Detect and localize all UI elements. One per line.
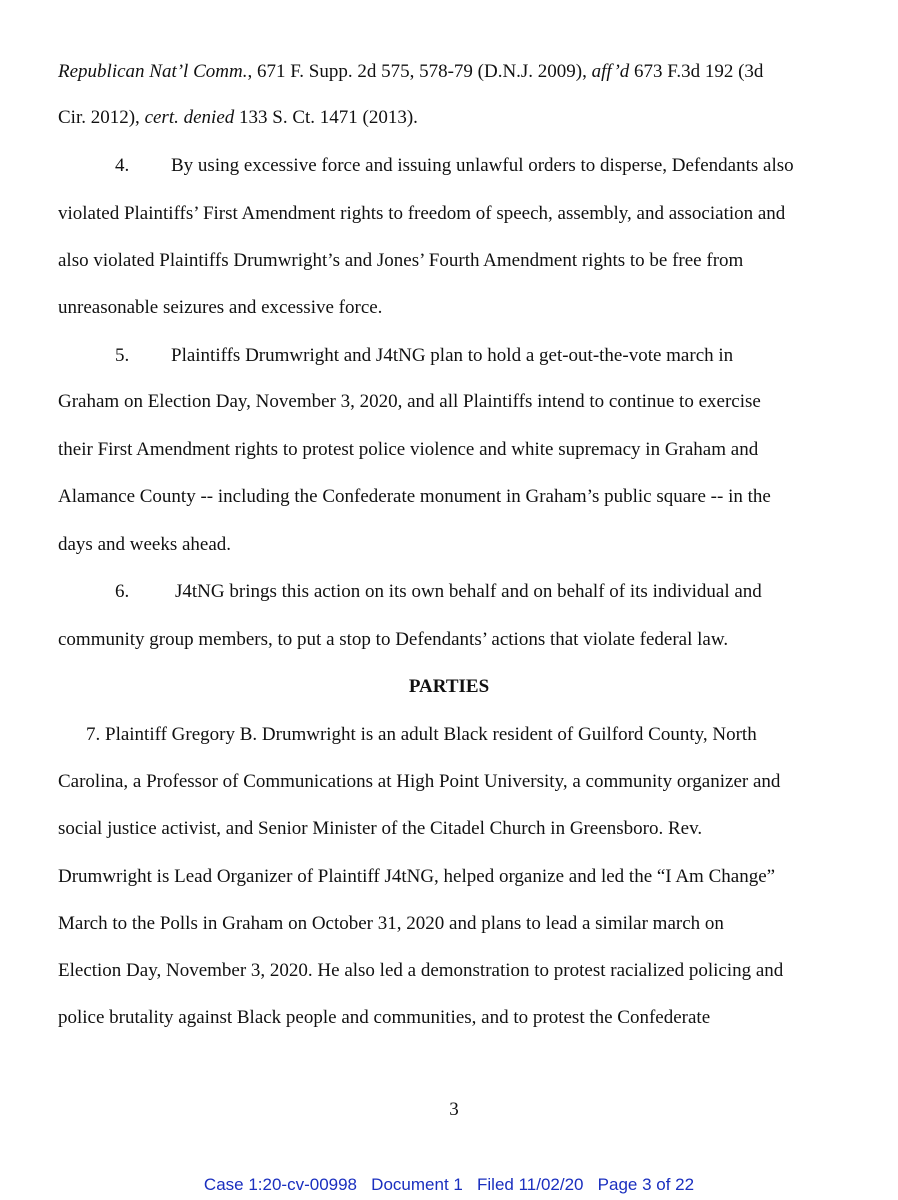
paragraph-7-line-3: social justice activist, and Senior Minister of the Citadel Church in Greensboro. Rev. bbox=[58, 818, 703, 839]
page-number: 3 bbox=[449, 1099, 459, 1120]
court-filing-footer: Case 1:20-cv-00998 Document 1 Filed 11/02/20 Page 3 of 22 bbox=[203, 1175, 695, 1194]
paragraph-7-line-5: March to the Polls in Graham on October 31, 2020 and plans to lead a similar march on bbox=[58, 913, 724, 934]
citation-line-2: Cir. 2012), cert. denied 133 S. Ct. 1471 (2013). bbox=[58, 107, 418, 128]
paragraph-7-line-1: 7. Plaintiff Gregory B. Drumwright is an adult Black resident of Guilford County, North bbox=[86, 724, 757, 745]
case-name: Republican Nat’l Comm. bbox=[58, 61, 248, 82]
paragraph-5-line-1: Plaintiffs Drumwright and J4tNG plan to hold a get-out-the-vote march in bbox=[171, 345, 734, 366]
paragraph-4-line-1: By using excessive force and issuing unlawful orders to disperse, Defendants also bbox=[171, 155, 794, 176]
paragraph-5-line-2: Graham on Election Day, November 3, 2020, and all Plaintiffs intend to continue to exercise bbox=[58, 391, 761, 412]
paragraph-5-number: 5. bbox=[115, 345, 130, 366]
citation-line-1: Republican Nat’l Comm., 671 F. Supp. 2d 575, 578-79 (D.N.J. 2009), aff’d 673 F.3d 192 (3d bbox=[58, 61, 764, 82]
paragraph-5-line-5: days and weeks ahead. bbox=[58, 534, 232, 555]
paragraph-7-line-6: Election Day, November 3, 2020. He also led a demonstration to protest racialized policing and bbox=[58, 960, 784, 981]
section-heading-parties: PARTIES bbox=[408, 676, 490, 697]
paragraph-5-line-4: Alamance County -- including the Confederate monument in Graham’s public square -- in the bbox=[58, 486, 771, 507]
paragraph-7-line-7: police brutality against Black people and communities, and to protest the Confederate bbox=[58, 1007, 711, 1028]
paragraph-4-line-3: also violated Plaintiffs Drumwright’s and Jones’ Fourth Amendment rights to be free from bbox=[58, 250, 744, 271]
paragraph-6-number: 6. bbox=[115, 581, 130, 602]
paragraph-4-number: 4. bbox=[115, 155, 130, 176]
paragraph-5-line-3: their First Amendment rights to protest police violence and white supremacy in Graham and bbox=[58, 439, 759, 460]
paragraph-6-line-1: J4tNG brings this action on its own behalf and on behalf of its individual and bbox=[175, 581, 762, 602]
paragraph-7-line-2: Carolina, a Professor of Communications at High Point University, a community organizer and bbox=[58, 771, 781, 792]
paragraph-6-line-2: community group members, to put a stop to Defendants’ actions that violate federal law. bbox=[58, 629, 729, 650]
paragraph-4-line-4: unreasonable seizures and excessive force. bbox=[58, 297, 383, 318]
paragraph-4-line-2: violated Plaintiffs’ First Amendment rights to freedom of speech, assembly, and association and bbox=[58, 203, 786, 224]
paragraph-7-line-4: Drumwright is Lead Organizer of Plaintiff J4tNG, helped organize and led the “I Am Change” bbox=[58, 866, 776, 887]
